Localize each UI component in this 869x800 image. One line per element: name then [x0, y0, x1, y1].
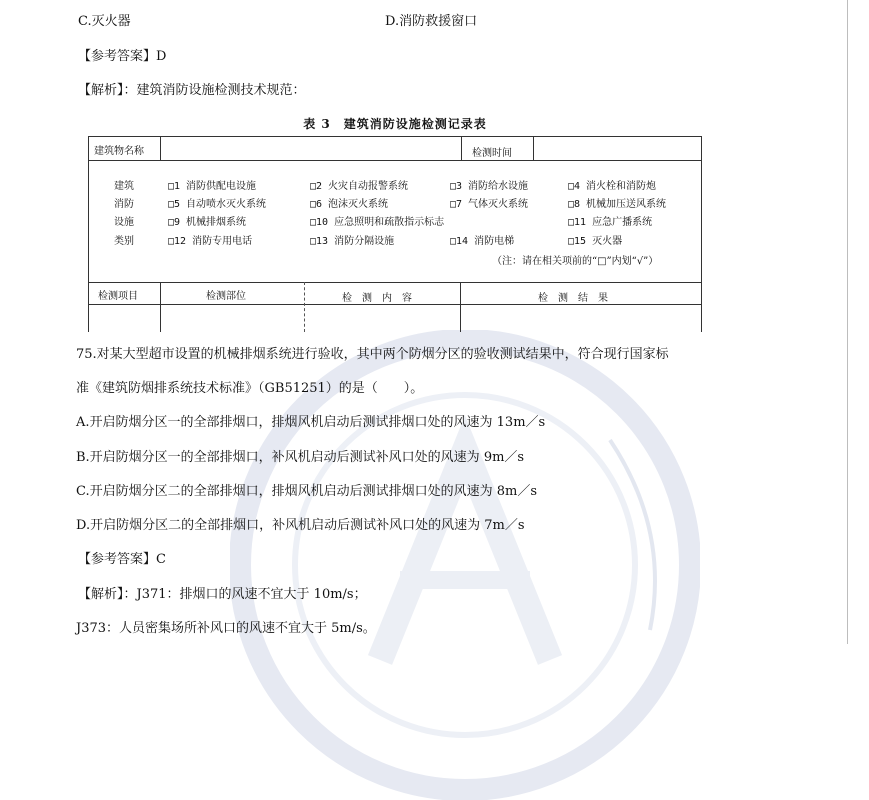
analysis-label: 【解析】 [78, 587, 124, 602]
q75-option-b: B.开启防烟分区一的全部排烟口，补风机启动后测试补风口处的风速为 9m／s [76, 450, 525, 465]
col-header-result: 检 测 结 果 [538, 293, 608, 304]
q75-stem-line2: 准《建筑防烟排系统技术标准》（GB51251）的是（ ）。 [76, 381, 424, 396]
q75-stem-line1: 75.对某大型超市设置的机械排烟系统进行验收，其中两个防烟分区的验收测试结果中，符合现行国家标 [76, 347, 669, 362]
q75-option-d: D.开启防烟分区二的全部排烟口，补风机启动后测试补风口处的风速为 7m／s [76, 518, 525, 533]
q75-analysis [78, 586, 367, 604]
table-note: （注：请在相关项前的“□”内划“√”） [492, 256, 659, 267]
item-4: □4 消火栓和消防炮 [568, 181, 657, 192]
q74-option-d: D.消防救援窗口 [385, 14, 478, 29]
answer-value: D [156, 49, 167, 64]
item-1: □1 消防供配电设施 [168, 181, 257, 192]
analysis-text: ：建筑消防设施检测技术规范： [123, 83, 306, 98]
item-14: □14 消防电梯 [450, 236, 515, 247]
answer-label: 【参考答案】 [78, 552, 157, 567]
inspection-time-label: 检测时间 [472, 148, 512, 159]
watermark-seal [230, 330, 700, 800]
q75-option-c: C.开启防烟分区二的全部排烟口，排烟风机启动后测试排烟口处的风速为 8m／s [76, 484, 538, 499]
category-label-1: 建筑 [114, 181, 134, 192]
category-label-2: 消防 [114, 199, 134, 210]
item-7: □7 气体灭火系统 [450, 199, 529, 210]
page-edge-rule [847, 0, 848, 644]
q75-answer [78, 551, 166, 569]
building-name-label: 建筑物名称 [94, 146, 144, 157]
item-15: □15 灭火器 [568, 236, 623, 247]
table-title: 表 3 建筑消防设施检测记录表 [303, 117, 487, 131]
item-5: □5 自动喷水灭火系统 [168, 199, 267, 210]
answer-value: C [156, 552, 166, 567]
item-10: □10 应急照明和疏散指示标志 [310, 217, 445, 228]
item-6: □6 泡沫灭火系统 [310, 199, 389, 210]
item-12: □12 消防专用电话 [168, 236, 253, 247]
analysis-text: ：J371：排烟口的风速不宜大于 10m/s； [123, 587, 367, 602]
item-13: □13 消防分隔设施 [310, 236, 395, 247]
q75-analysis-line2: J373：人员密集场所补风口的风速不宜大于 5m/s。 [76, 621, 376, 636]
item-2: □2 火灾自动报警系统 [310, 181, 409, 192]
q75-option-a: A.开启防烟分区一的全部排烟口，排烟风机启动后测试排烟口处的风速为 13m／s [76, 415, 546, 430]
col-header-content: 检 测 内 容 [342, 293, 412, 304]
col-header-location: 检测部位 [206, 291, 246, 302]
item-8: □8 机械加压送风系统 [568, 199, 667, 210]
answer-label: 【参考答案】 [78, 49, 157, 64]
category-label-3: 设施 [114, 217, 134, 228]
q74-analysis [78, 82, 306, 100]
inspection-record-table [88, 112, 702, 332]
col-header-item: 检测项目 [98, 291, 138, 302]
item-3: □3 消防给水设施 [450, 181, 529, 192]
q74-answer [78, 48, 166, 66]
item-9: □9 机械排烟系统 [168, 217, 247, 228]
category-label-4: 类别 [114, 236, 134, 247]
q74-option-c: C.灭火器 [78, 14, 131, 29]
analysis-label: 【解析】 [78, 83, 124, 98]
item-11: □11 应急广播系统 [568, 217, 653, 228]
